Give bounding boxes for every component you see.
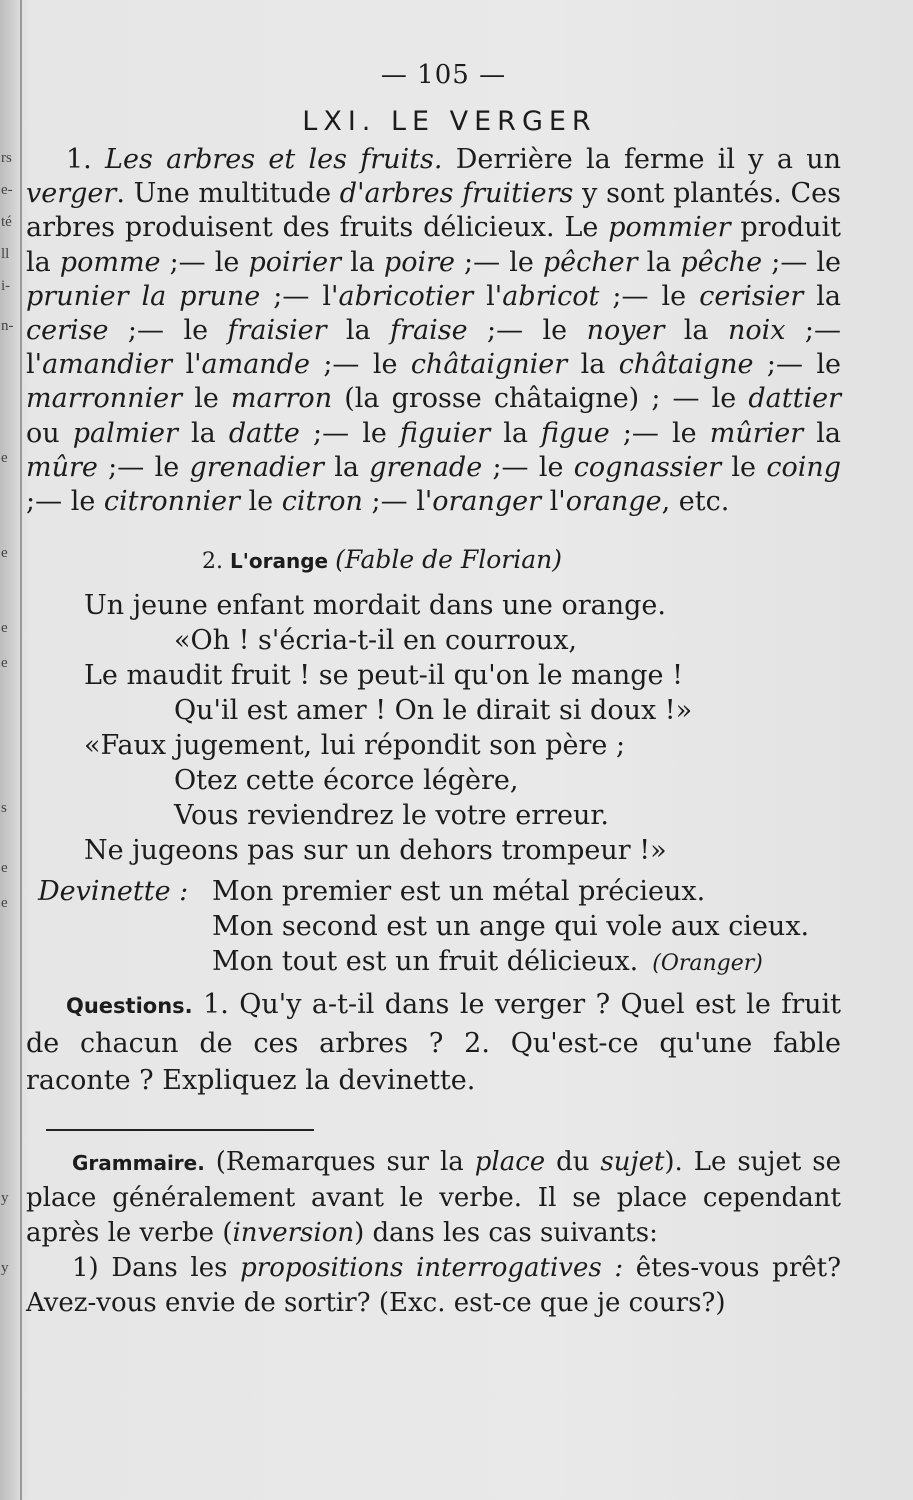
section-1-intro: Derrière la ferme il y a un	[455, 144, 841, 175]
article: l'	[322, 280, 339, 312]
tree-name: mûrier	[709, 417, 804, 449]
separator: ;—	[362, 486, 417, 518]
lesson-title: LXI. LE VERGER	[302, 106, 597, 137]
fruit-name: châtaigne	[618, 349, 754, 381]
tree-name: poirier	[248, 246, 342, 278]
questions	[26, 986, 841, 1099]
riddle-line: Mon second est un ange qui vole aux cieux.	[212, 911, 810, 943]
article: le	[721, 451, 767, 483]
margin-fragment: e-	[1, 182, 13, 198]
fruit-name: fraise	[390, 315, 468, 347]
article: la	[490, 417, 542, 449]
separator: ;—	[299, 417, 363, 449]
margin-fragment: s	[1, 800, 7, 816]
separator: ;—	[467, 315, 543, 347]
article: la	[664, 315, 728, 347]
article: ou	[26, 417, 73, 449]
grammar-text: (Remarques sur la	[215, 1147, 464, 1178]
section-2-number: 2.	[202, 549, 223, 575]
riddle-answer: (Oranger)	[652, 951, 763, 977]
tree-name: cerisier	[699, 280, 804, 312]
fruit-name: pêche	[680, 246, 763, 278]
fruit-name: amande	[201, 349, 310, 381]
margin-fragment: e	[1, 895, 8, 911]
tree-name: amandier	[42, 349, 173, 381]
section-1-paragraph	[26, 143, 841, 519]
fruit-name: pomme	[59, 246, 161, 278]
riddle-line: Mon premier est un métal précieux.	[212, 876, 706, 908]
article: le	[509, 246, 543, 278]
separator: la	[177, 417, 229, 449]
grammar-text: 1) Dans les	[72, 1253, 228, 1284]
fruit-name: orange	[565, 486, 662, 518]
word-arbres-fruitiers: d'arbres fruitiers	[339, 178, 574, 210]
grammar-label: Grammaire.	[72, 1151, 205, 1176]
questions-text: 1. Qu'y a-t-il dans le verger ? Quel est le fruit de chacun de ces arbres ? 2. Qu'est-ce qu'une fable raconte ? Expliquez la devinette.	[26, 989, 841, 1097]
article: l'	[172, 349, 202, 381]
separator: ;—	[599, 280, 662, 312]
tree-name: fraisier	[227, 315, 327, 347]
section-2-heading	[26, 545, 841, 574]
margin-fragment: y	[1, 1260, 9, 1276]
margin-fragment: e	[1, 655, 8, 671]
article: produit la	[26, 212, 841, 278]
margin-fragment: té	[1, 214, 12, 230]
fruit-name: marron	[230, 383, 333, 415]
fruit-name: la prune	[141, 280, 261, 312]
separator: (la grosse châtaigne) ; —	[332, 383, 712, 415]
riddle-line-text: Mon tout est un fruit délicieux.	[212, 946, 639, 978]
article: la	[323, 451, 370, 483]
fruit-name: cerise	[26, 315, 109, 347]
separator: ;—	[454, 246, 510, 278]
tree-name: grenadier	[189, 451, 324, 483]
poem-verse: Qu'il est amer ! On le dirait si doux !»	[174, 695, 693, 727]
article: l'	[541, 486, 566, 518]
grammar-emph: inversion	[232, 1218, 355, 1249]
riddle	[26, 874, 841, 984]
article: le	[183, 315, 228, 347]
poem-verse: Ne jugeons pas sur un dehors trompeur !»	[84, 835, 667, 867]
article: la	[803, 280, 841, 312]
tree-name: cognassier	[573, 451, 722, 483]
article: le	[711, 383, 749, 415]
poem	[26, 588, 841, 868]
article: l'	[26, 349, 43, 381]
word-verger: verger	[26, 178, 117, 210]
article: l'	[416, 486, 433, 518]
grammar-emph: sujet	[600, 1147, 665, 1178]
article: le	[372, 349, 411, 381]
article: la	[326, 315, 391, 347]
margin-fragment: rs	[1, 150, 12, 166]
tree-name: dattier	[748, 383, 841, 415]
poem-verse: Le maudit fruit ! se peut-il qu'on le mange !	[84, 660, 683, 692]
tree-fruit-list	[26, 212, 841, 517]
grammar-emph: propositions interrogatives :	[240, 1253, 624, 1284]
article: le	[239, 486, 282, 518]
grammar-note	[26, 1145, 841, 1321]
grammar-text: du	[556, 1147, 590, 1178]
article: le	[182, 383, 231, 415]
poem-verse: «Oh ! s'écria-t-il en courroux,	[174, 625, 578, 657]
article: la	[567, 349, 619, 381]
margin-fragment: e	[1, 860, 8, 876]
section-1-title: Les arbres et les fruits.	[105, 144, 443, 175]
article: le	[70, 486, 104, 518]
poem-verse: Otez cette écorce légère,	[174, 765, 519, 797]
margin-fragment: i-	[1, 278, 11, 294]
fruit-name: mûre	[26, 451, 98, 483]
section-1-number: 1.	[66, 144, 92, 175]
article: le	[816, 246, 842, 278]
grammar-emph: place	[474, 1147, 546, 1178]
margin-fragment: y	[1, 1190, 9, 1206]
separator: ;—	[762, 246, 817, 278]
tree-name: marronnier	[26, 383, 183, 415]
separator: ;—	[309, 349, 373, 381]
page-number: — 105 —	[380, 60, 507, 90]
separator: ;—	[260, 280, 323, 312]
section-1-text: y sont plantés. Ces arbres produisent des fruits délicieux. Le	[26, 178, 842, 244]
article: la	[341, 246, 384, 278]
fruit-name: datte	[228, 417, 300, 449]
tree-name: châtaignier	[410, 349, 568, 381]
article: le	[214, 246, 249, 278]
fruit-name: palmier	[72, 417, 178, 449]
poem-verse: Vous reviendrez le votre erreur.	[174, 800, 609, 832]
fruit-name: coing	[766, 451, 842, 483]
tree-name: citronnier	[103, 486, 240, 518]
riddle-line	[212, 944, 809, 981]
article: la	[803, 417, 841, 449]
article: le	[672, 417, 710, 449]
article: le	[661, 280, 700, 312]
divider-rule	[46, 1129, 314, 1131]
section-2-source: (Fable de Florian)	[335, 545, 562, 575]
article: l'	[473, 280, 503, 312]
separator: ;—	[753, 349, 817, 381]
section-2-label: L'orange	[230, 549, 329, 574]
page-content	[26, 60, 841, 1321]
fruit-name: citron	[281, 486, 363, 518]
margin-fragment: e	[1, 450, 8, 466]
tree-name: oranger	[432, 486, 542, 518]
margin-fragment: ll	[1, 246, 10, 262]
article: le	[362, 417, 400, 449]
article: le	[538, 451, 574, 483]
tree-name: noyer	[586, 315, 665, 347]
grammar-text: ) dans les cas suivants:	[354, 1218, 658, 1249]
margin-fragment: e	[1, 545, 8, 561]
article: le	[816, 349, 842, 381]
fruit-name: abricot	[502, 280, 600, 312]
fruit-name: figue	[541, 417, 610, 449]
poem-verse: Un jeune enfant mordait dans une orange.	[84, 590, 666, 622]
separator: ;—	[482, 451, 539, 483]
separator: ;—	[97, 451, 155, 483]
separator: ;—	[609, 417, 673, 449]
section-1-text: . Une multitude	[116, 178, 332, 210]
space	[129, 281, 142, 312]
separator: , etc.	[661, 486, 730, 518]
tree-name: abricotier	[338, 280, 474, 312]
separator: ;—	[160, 246, 215, 278]
poem-verse: «Faux jugement, lui répondit son père ;	[84, 730, 626, 762]
margin-fragment: e	[1, 620, 8, 636]
tree-name: pêcher	[542, 246, 638, 278]
article: le	[154, 451, 190, 483]
tree-name: prunier	[26, 280, 129, 312]
fruit-name: poire	[383, 246, 455, 278]
article: la	[637, 246, 681, 278]
grammar-text: êtes-vous prêt?Avez-vous envie de sortir? (Exc. est-ce que je cours?)	[26, 1253, 842, 1319]
separator: ;—	[785, 315, 841, 347]
article: le	[542, 315, 587, 347]
tree-name: figuier	[399, 417, 491, 449]
riddle-label: Devinette :	[38, 876, 189, 908]
separator: ;—	[108, 315, 184, 347]
fruit-name: grenade	[369, 451, 483, 483]
riddle-lines	[212, 874, 809, 981]
questions-label: Questions.	[66, 994, 193, 1019]
separator: ;—	[26, 486, 71, 518]
fruit-name: noix	[727, 315, 786, 347]
grammar-text: ). Le sujet se place généralement avant le verbe. Il se place cependant après le verbe (	[26, 1147, 841, 1249]
tree-name: pommier	[608, 212, 731, 244]
margin-fragment: n-	[1, 318, 14, 334]
